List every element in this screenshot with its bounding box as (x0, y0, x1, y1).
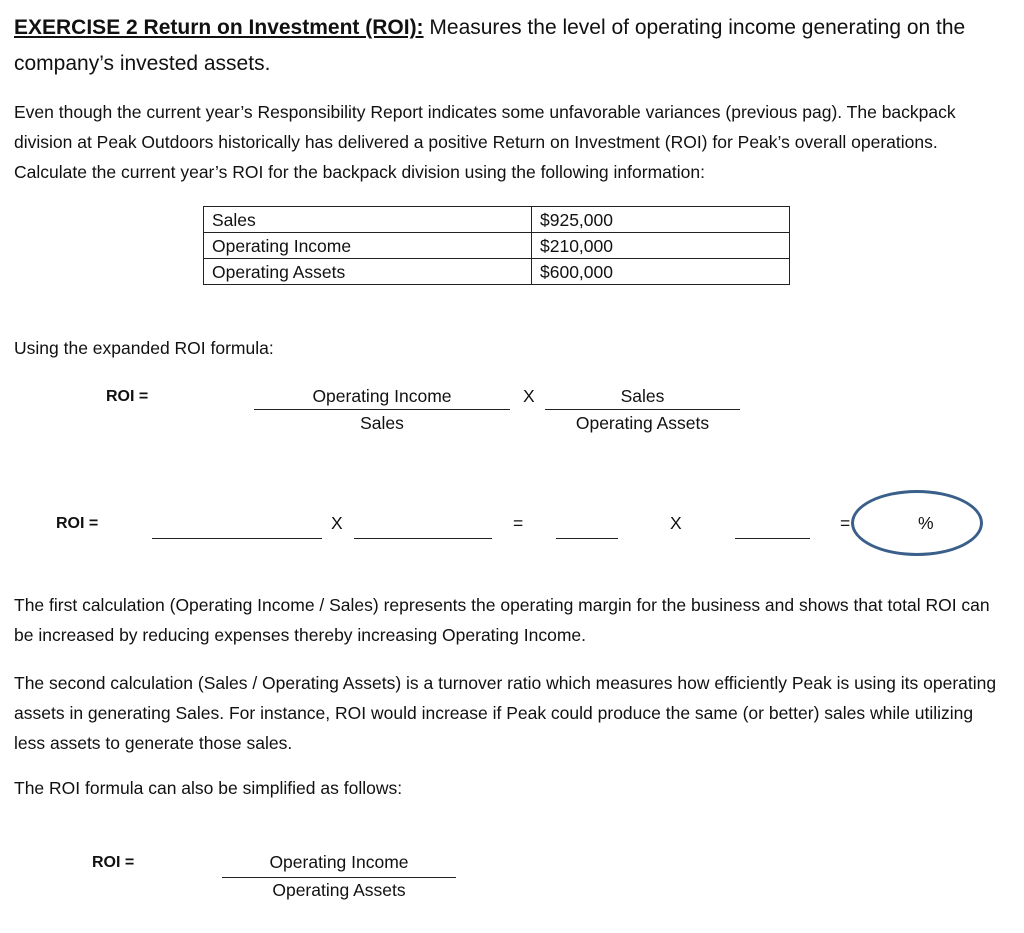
intro-paragraph: Even though the current year’s Responsibility Report indicates some unfavorable variances (previous pag). The backpack division at Peak Outdoors historically has delivered a positive Return on Investment (ROI) for Peak’s overall operations. Calculate the current year’s ROI for the backpack division using the following information: (14, 102, 956, 182)
table-cell-label: Operating Assets (204, 259, 532, 285)
fraction-bar (254, 409, 510, 410)
calc-times-1: X (331, 513, 343, 533)
margin-explanation-paragraph: The first calculation (Operating Income / Sales) represents the operating margin for the business and shows that total ROI can be increased by reducing expenses thereby increasing Operating Income. (14, 595, 990, 645)
formula1-times: X (523, 386, 535, 406)
table-cell-label: Sales (204, 207, 532, 233)
blank-sales (354, 538, 492, 539)
table-row (204, 207, 790, 233)
formula1-numerator-1: Operating Income (312, 386, 452, 406)
formula1-numerator-2: Sales (620, 386, 665, 406)
blank-margin (556, 538, 618, 539)
simplified-formula-label: The ROI formula can also be simplified as follows: (14, 778, 403, 798)
calc-roi-label: ROI = (56, 515, 99, 532)
exercise-title: EXERCISE 2 Return on Investment (ROI): (14, 16, 424, 39)
turnover-explanation-paragraph: The second calculation (Sales / Operating Assets) is a turnover ratio which measures how efficiently Peak is using its operating assets in generating Sales. For instance, ROI would increase if Peak could produce the same (or better) sales while utilizing less assets to generate those sales. (14, 673, 997, 753)
formula1-roi-label: ROI = (106, 388, 149, 405)
table-row (204, 233, 790, 259)
calc-times-2: X (670, 513, 682, 533)
percent-sign: % (918, 513, 934, 533)
table-row (204, 259, 790, 285)
formula1-denominator-1: Sales (360, 413, 404, 433)
formula1-denominator-2: Operating Assets (575, 413, 710, 433)
calc-equals-2: = (840, 513, 851, 533)
table-cell-label: Operating Income (204, 233, 532, 259)
exercise-subtitle: Measures the level of operating income generating on the company’s invested assets. (14, 16, 966, 75)
calc-equals: = (513, 513, 524, 533)
blank-operating-income (152, 538, 322, 539)
fraction-bar (545, 409, 740, 410)
blank-turnover (735, 538, 810, 539)
table-cell-value: $925,000 (532, 207, 790, 233)
formula2-numerator: Operating Income (269, 852, 409, 872)
table-cell-value: $210,000 (532, 233, 790, 259)
formula2-denominator: Operating Assets (272, 880, 406, 900)
exercise-heading (14, 10, 1004, 82)
table-cell-value: $600,000 (532, 259, 790, 285)
division-data-table (203, 206, 790, 285)
roi-answer-circle (851, 490, 983, 556)
fraction-bar (222, 877, 456, 878)
expanded-formula-label: Using the expanded ROI formula: (14, 338, 274, 358)
formula2-roi-label: ROI = (92, 854, 135, 871)
